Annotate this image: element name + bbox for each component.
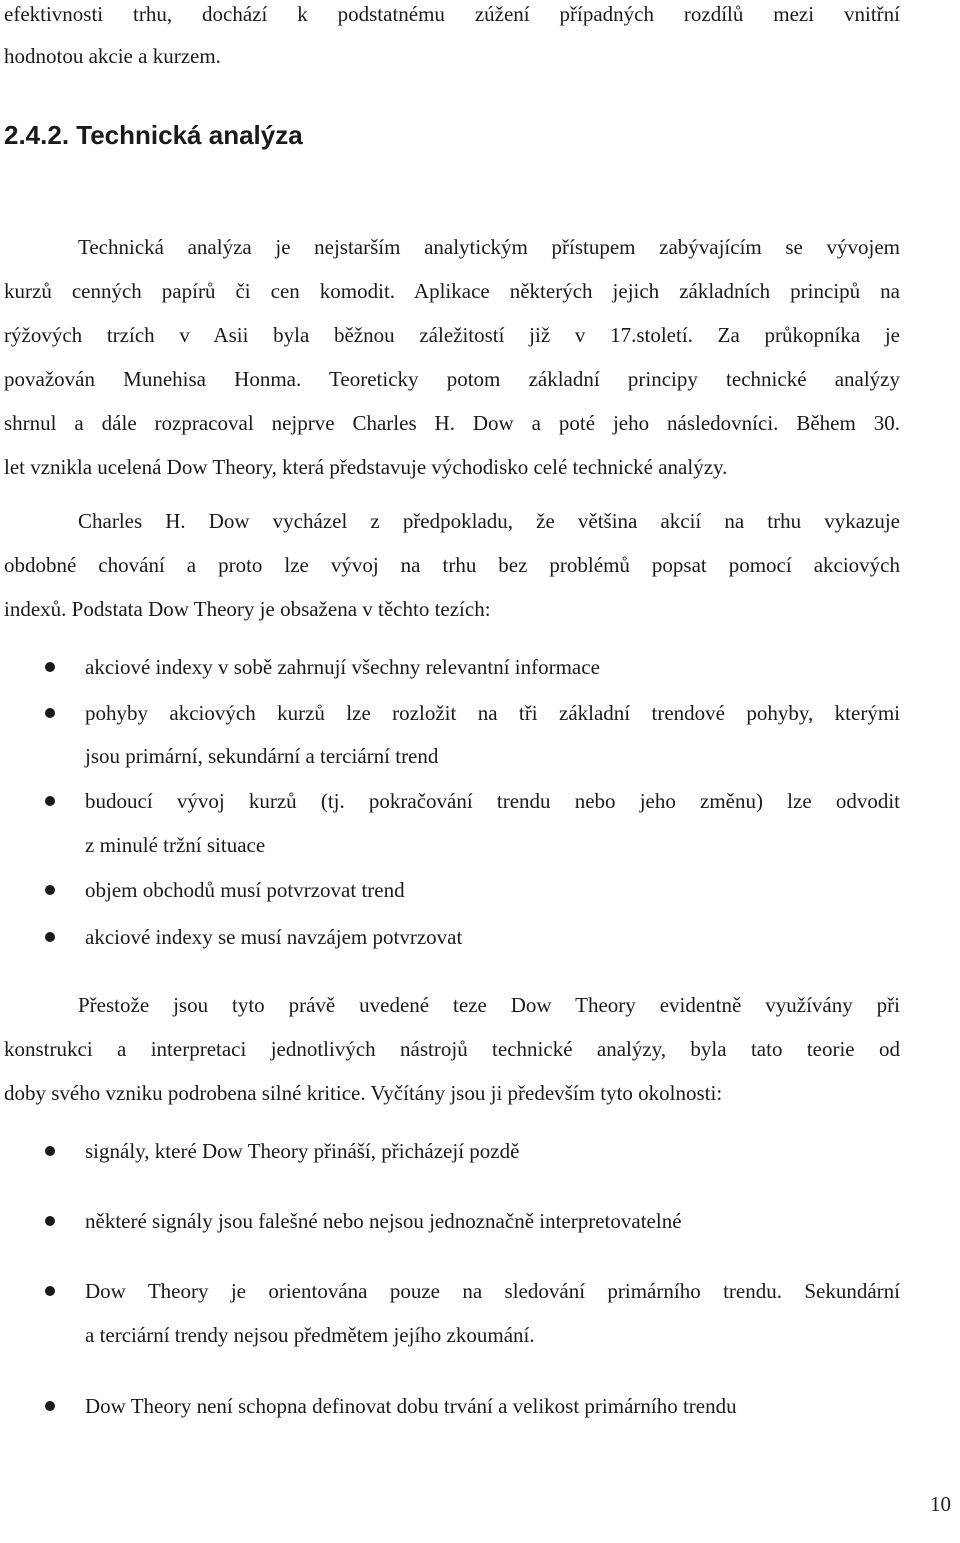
bullet-icon [45, 708, 55, 718]
bullet-icon [45, 932, 55, 942]
paragraph-line: Přestože jsou tyto právě uvedené teze Dow Theory evidentně využívány při [78, 993, 900, 1017]
paragraph-line: Technická analýza je nejstarším analytickým přístupem zabývajícím se vývojem [78, 235, 900, 259]
paragraph-line: konstrukci a interpretaci jednotlivých nástrojů technické analýzy, byla tato teorie od [4, 1037, 900, 1061]
bullet-icon [45, 1146, 55, 1156]
paragraph-line: Charles H. Dow vycházel z předpokladu, že většina akcií na trhu vykazuje [78, 509, 900, 533]
paragraph-line: kurzů cenných papírů či cen komodit. Aplikace některých jejich základních principů na [4, 279, 900, 303]
list-item-text: a terciární trendy nejsou předmětem jejího zkoumání. [85, 1323, 535, 1347]
bullet-icon [45, 1401, 55, 1411]
list-item-text: pohyby akciových kurzů lze rozložit na tři základní trendové pohyby, kterými [85, 701, 900, 725]
list-item-text: jsou primární, sekundární a terciární trend [85, 744, 439, 768]
paragraph-line: shrnul a dále rozpracoval nejprve Charles H. Dow a poté jeho následovníci. Během 30. [4, 411, 900, 435]
paragraph-line: rýžových trzích v Asii byla běžnou záležitostí již v 17.století. Za průkopníka je [4, 323, 900, 347]
bullet-icon [45, 796, 55, 806]
list-item-text: objem obchodů musí potvrzovat trend [85, 878, 405, 902]
section-heading: 2.4.2. Technická analýza [4, 120, 303, 150]
bullet-icon [45, 662, 55, 672]
list-item-text: akciové indexy v sobě zahrnují všechny relevantní informace [85, 655, 600, 679]
list-item-text: Dow Theory není schopna definovat dobu trvání a velikost primárního trendu [85, 1394, 737, 1418]
list-item-text: Dow Theory je orientována pouze na sledování primárního trendu. Sekundární [85, 1279, 900, 1303]
list-item-text: akciové indexy se musí navzájem potvrzovat [85, 925, 463, 949]
paragraph-line: doby svého vzniku podrobena silné kritice. Vyčítány jsou ji především tyto okolnosti: [4, 1081, 723, 1105]
intro-line: hodnotou akcie a kurzem. [4, 44, 221, 68]
paragraph-line: obdobné chování a proto lze vývoj na trhu bez problémů popsat pomocí akciových [4, 553, 900, 577]
bullet-icon [45, 1216, 55, 1226]
bullet-icon [45, 1286, 55, 1296]
paragraph-line: indexů. Podstata Dow Theory je obsažena v těchto tezích: [4, 597, 491, 621]
paragraph-line: let vznikla ucelená Dow Theory, která představuje východisko celé technické analýzy. [4, 455, 728, 479]
paragraph-line: považován Munehisa Honma. Teoreticky potom základní principy technické analýzy [4, 367, 900, 391]
list-item-text: z minulé tržní situace [85, 833, 266, 857]
list-item-text: signály, které Dow Theory přináší, přicházejí pozdě [85, 1139, 520, 1163]
list-item-text: některé signály jsou falešné nebo nejsou jednoznačně interpretovatelné [85, 1209, 682, 1233]
list-item-text: budoucí vývoj kurzů (tj. pokračování trendu nebo jeho změnu) lze odvodit [85, 789, 900, 813]
intro-line: efektivnosti trhu, dochází k podstatnému zúžení případných rozdílů mezi vnitřní [4, 2, 900, 26]
bullet-icon [45, 885, 55, 895]
page-number: 10 [930, 1492, 951, 1516]
